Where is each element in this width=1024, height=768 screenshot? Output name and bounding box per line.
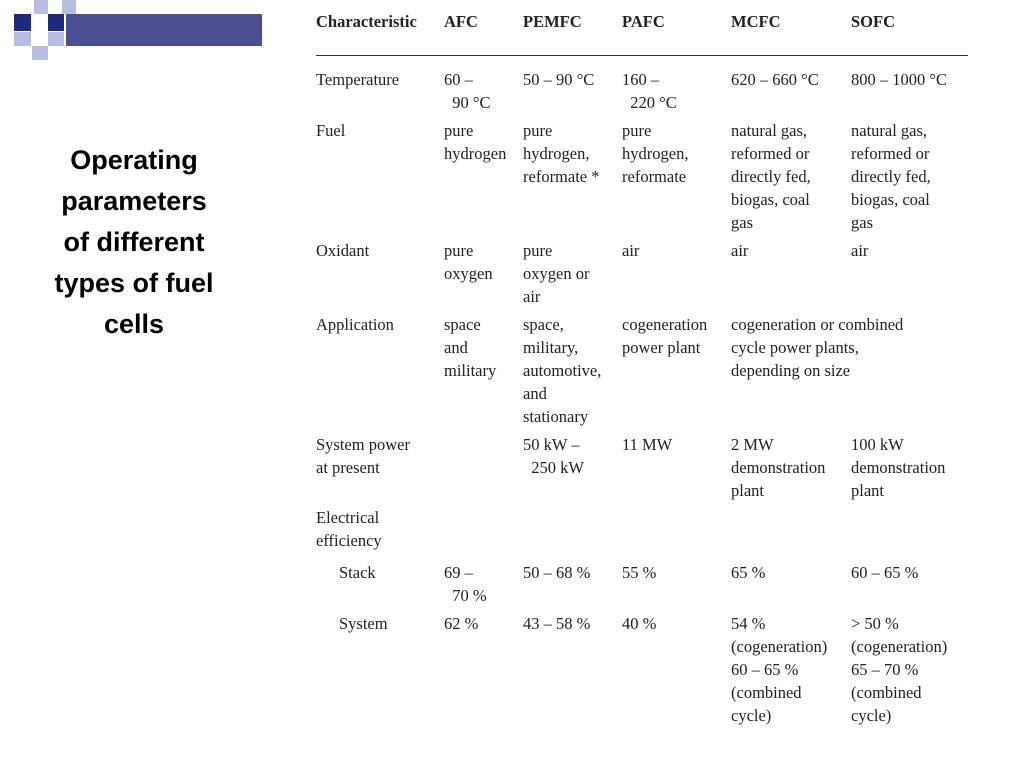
table-cell: pure hydrogen, reformate * <box>523 121 600 186</box>
row-label: Temperature <box>316 70 400 89</box>
table-cell: 55 % <box>622 563 657 582</box>
header-rule <box>316 55 968 56</box>
decor-square-2 <box>34 0 48 14</box>
table-cell: 62 % <box>444 614 479 633</box>
table-cell: 69 – 70 % <box>444 563 487 605</box>
row-label: Application <box>316 315 394 334</box>
table-cell: pure oxygen or air <box>523 241 590 306</box>
header-mcfc: MCFC <box>731 12 781 31</box>
table-cell: > 50 % (cogeneration) 65 – 70 % (combined cycle) <box>851 614 948 725</box>
table-cell: air <box>622 241 640 260</box>
header-characteristic: Characteristic <box>316 12 417 31</box>
table-cell: space, military, automotive, and stationary <box>523 315 602 426</box>
decor-square-7 <box>62 0 76 14</box>
table-cell: cogeneration or combined cycle power plants, depending on size <box>731 315 904 380</box>
table-cell: pure oxygen <box>444 241 493 283</box>
table-cell: 40 % <box>622 614 657 633</box>
table-cell: 11 MW <box>622 435 673 454</box>
table-cell: pure hydrogen, reformate <box>622 121 689 186</box>
decor-square-1 <box>14 14 31 31</box>
header-pafc: PAFC <box>622 12 665 31</box>
table-cell: 620 – 660 °C <box>731 70 819 89</box>
table-cell: air <box>731 241 749 260</box>
header-pemfc: PEMFC <box>523 12 582 31</box>
table-cell: 65 % <box>731 563 766 582</box>
row-label: Fuel <box>316 121 346 140</box>
table-cell: air <box>851 241 869 260</box>
table-cell: 60 – 65 % <box>851 563 919 582</box>
row-label: Stack <box>339 563 376 582</box>
row-label: Electrical efficiency <box>316 508 382 550</box>
slide-title: Operating parameters of different types of fuel cells <box>54 145 214 339</box>
header-afc: AFC <box>444 12 478 31</box>
table-cell: 50 – 68 % <box>523 563 591 582</box>
table-cell: natural gas, reformed or directly fed, biogas, coal gas <box>731 121 811 232</box>
decor-square-6 <box>48 32 64 46</box>
table-cell: 160 – 220 °C <box>622 70 677 112</box>
table-cell: natural gas, reformed or directly fed, biogas, coal gas <box>851 121 931 232</box>
table-cell: 50 kW – 250 kW <box>523 435 584 477</box>
table-cell: 43 – 58 % <box>523 614 591 633</box>
table-cell: pure hydrogen <box>444 121 507 163</box>
table-cell: cogeneration power plant <box>622 315 708 357</box>
table-cell: 800 – 1000 °C <box>851 70 947 89</box>
decor-square-3 <box>14 32 31 46</box>
table-cell: 100 kW demonstration plant <box>851 435 946 500</box>
table-cell: 2 MW demonstration plant <box>731 435 826 500</box>
table-cell: 50 – 90 °C <box>523 70 595 89</box>
decor-title-bar <box>66 14 262 46</box>
header-sofc: SOFC <box>851 12 896 31</box>
row-label: System power at present <box>316 435 410 477</box>
row-label: System <box>339 614 388 633</box>
table-cell: 54 % (cogeneration) 60 – 65 % (combined cycle) <box>731 614 828 725</box>
table-cell: 60 – 90 °C <box>444 70 491 112</box>
row-label: Oxidant <box>316 241 370 260</box>
decor-square-5 <box>32 46 48 60</box>
table-cell: space and military <box>444 315 497 380</box>
decor-square-4 <box>48 14 64 31</box>
